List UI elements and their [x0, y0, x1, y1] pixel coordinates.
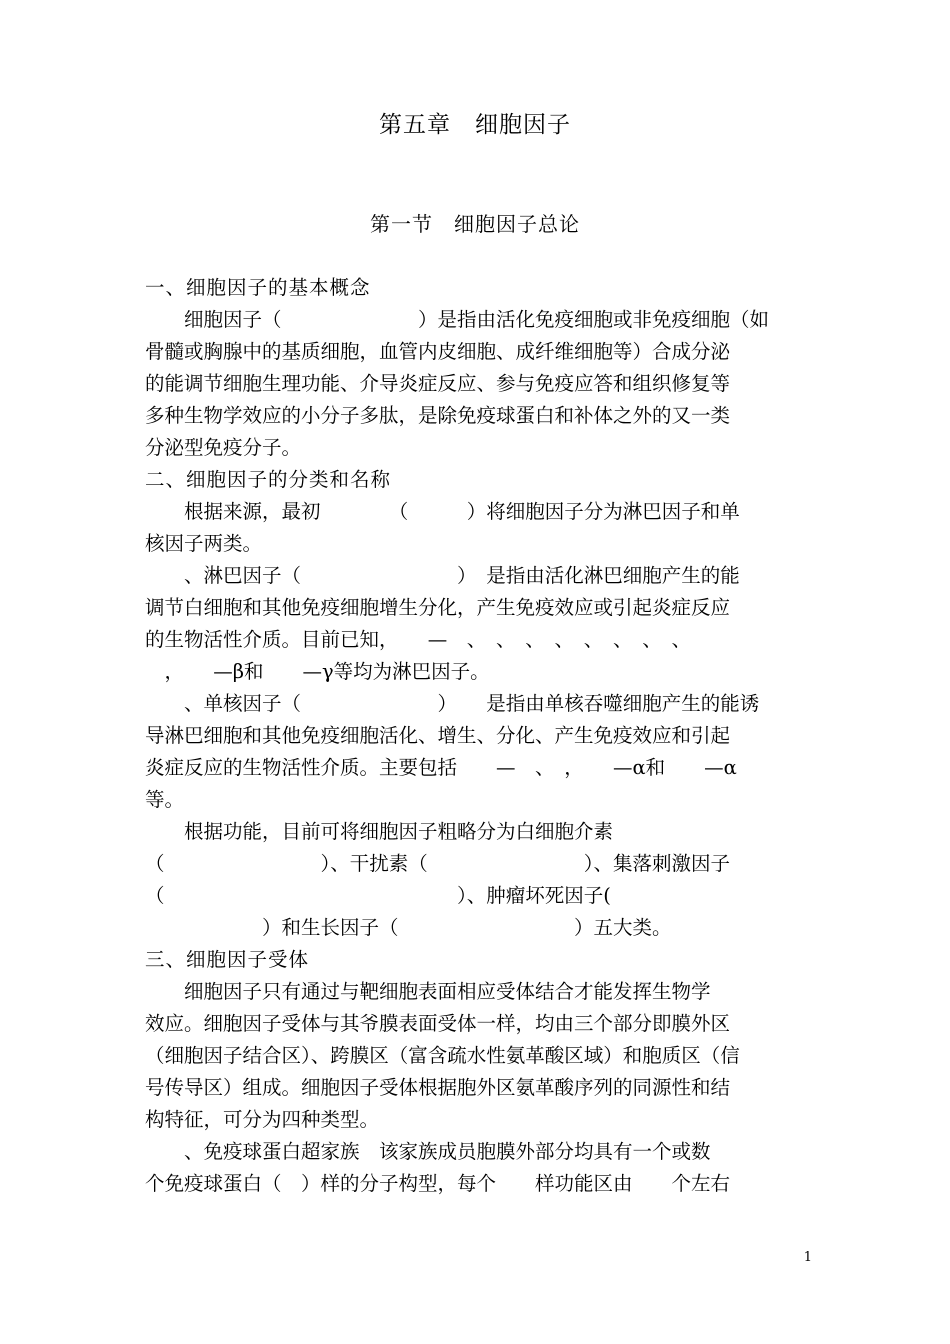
heading-basic-concept: 一、细胞因子的基本概念 — [145, 276, 371, 299]
paragraph-line: 骨髓或胸腺中的基质细胞，血管内皮细胞、成纤维细胞等）合成分泌 — [145, 340, 731, 363]
paragraph-line: 构特征，可分为四种类型。 — [145, 1108, 380, 1131]
paragraph-line: 、淋巴因子（ ） 是指由活化淋巴细胞产生的能 — [145, 564, 740, 587]
paragraph-line: 等。 — [145, 788, 185, 811]
paragraph-line: ， —β和 —γ等均为淋巴因子。 — [145, 660, 490, 683]
document-body — [145, 272, 810, 1200]
paragraph-line: 多种生物学效应的小分子多肽，是除免疫球蛋白和补体之外的又一类 — [145, 404, 731, 427]
heading-receptors: 三、细胞因子受体 — [145, 948, 310, 971]
paragraph-line: 根据功能，目前可将细胞因子粗略分为白细胞介素 — [145, 820, 614, 843]
paragraph-line: 、单核因子（ ） 是指由单核吞噬细胞产生的能诱 — [145, 692, 760, 715]
paragraph-line: 核因子两类。 — [145, 532, 263, 555]
paragraph-line: （细胞因子结合区）、跨膜区（富含疏水性氨革酸区域）和胞质区（信 — [145, 1044, 740, 1067]
paragraph-line: 的生物活性介质。目前已知， — 、 、 、 、 、 、 、 、 — [145, 628, 692, 651]
paragraph-line: 号传导区）组成。细胞因子受体根据胞外区氨革酸序列的同源性和结 — [145, 1076, 731, 1099]
paragraph-line: 个免疫球蛋白（ ）样的分子构型，每个 样功能区由 个左右 — [145, 1172, 731, 1195]
paragraph-line: 、免疫球蛋白超家族 该家族成员胞膜外部分均具有一个或数 — [145, 1140, 711, 1163]
paragraph-line: 炎症反应的生物活性介质。主要包括 — 、 ， —α和 —α — [145, 756, 737, 779]
paragraph-line: 调节白细胞和其他免疫细胞增生分化，产生免疫效应或引起炎症反应 — [145, 596, 731, 619]
paragraph-line: 细胞因子（ ）是指由活化免疫细胞或非免疫细胞（如 — [145, 308, 770, 331]
page-number: 1 — [803, 1250, 812, 1265]
chapter-title: 第五章 细胞因子 — [379, 112, 571, 138]
paragraph-line: 的能调节细胞生理功能、介导炎症反应、参与免疫应答和组织修复等 — [145, 372, 731, 395]
paragraph-line: 效应。细胞因子受体与其爷膜表面受体一样，均由三个部分即膜外区 — [145, 1012, 731, 1035]
section-title: 第一节 细胞因子总论 — [370, 212, 580, 236]
heading-classification: 二、细胞因子的分类和名称 — [145, 468, 392, 491]
paragraph-line: ）和生长因子（ ）五大类。 — [145, 916, 672, 939]
paragraph-line: （ ）、干扰素（ ）、集落刺激因子 — [145, 852, 731, 875]
paragraph-line: 导淋巴细胞和其他免疫细胞活化、增生、分化、产生免疫效应和引起 — [145, 724, 731, 747]
paragraph-line: 细胞因子只有通过与靶细胞表面相应受体结合才能发挥生物学 — [145, 980, 711, 1003]
paragraph-line: 根据来源，最初 （ ）将细胞因子分为淋巴因子和单 — [145, 500, 740, 523]
paragraph-line: 分泌型免疫分子。 — [145, 436, 302, 459]
paragraph-line: （ ）、肿瘤坏死因子( — [145, 884, 611, 907]
